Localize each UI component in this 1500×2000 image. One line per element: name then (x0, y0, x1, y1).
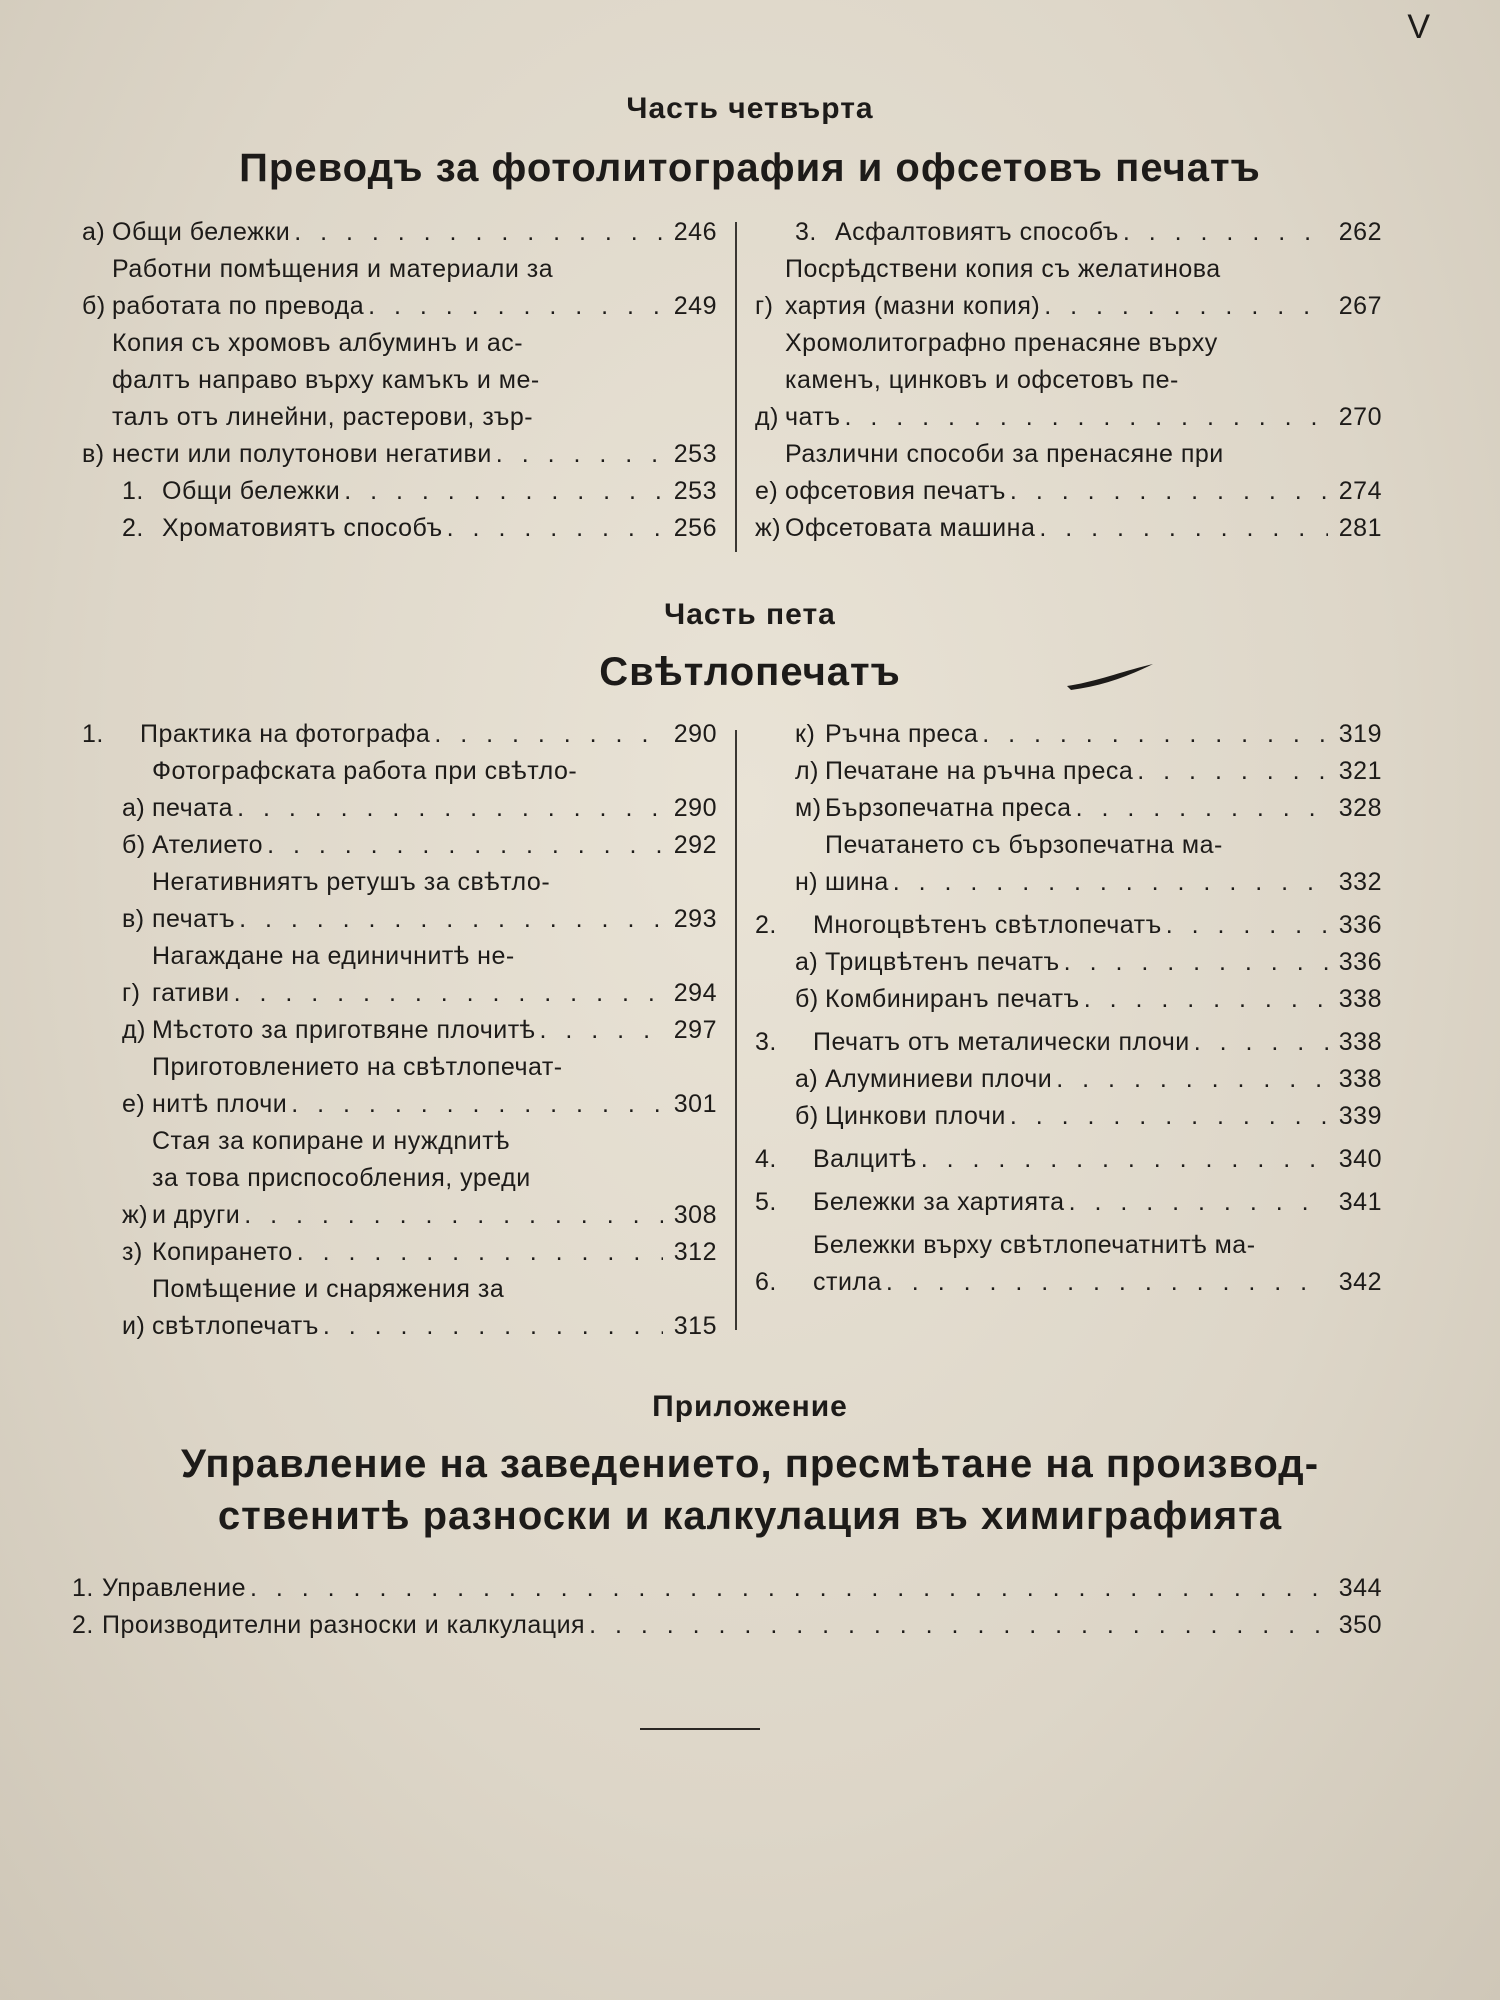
toc-entry-text: Производителни разноски и калкулация (102, 1611, 586, 1639)
toc-entry-text: Бързопечатна преса (825, 794, 1072, 822)
toc-entry-number: а) (795, 948, 819, 976)
part5-right-column (755, 716, 1382, 1301)
leader-dots (323, 1308, 663, 1345)
toc-entry (755, 1184, 1382, 1221)
leader-dots (237, 790, 663, 827)
toc-entry-text: Помѣщение и снаряжения за (152, 1275, 505, 1303)
toc-entry-number: 5. (755, 1188, 777, 1216)
toc-entry (755, 981, 1382, 1018)
leader-dots (234, 975, 663, 1012)
toc-entry (82, 753, 717, 827)
leader-dots (1039, 510, 1328, 547)
leader-dots (434, 716, 663, 753)
toc-entry (755, 1098, 1382, 1135)
toc-entry-number: 1. (72, 1574, 94, 1602)
toc-entry-number: г) (122, 979, 141, 1007)
toc-entry (755, 944, 1382, 981)
toc-entry-text: свѣтлопечатъ (152, 1312, 319, 1340)
toc-entry-number: ж) (755, 514, 782, 542)
toc-entry-page: 270 (1338, 403, 1382, 431)
toc-entry-text: нести или полутонови негативи (112, 440, 492, 468)
toc-entry (82, 1049, 717, 1123)
toc-entry-number: б) (122, 831, 146, 859)
toc-entry-text: хартия (мазни копия) (785, 292, 1041, 320)
toc-entry-number: б) (82, 292, 106, 320)
toc-entry (755, 214, 1382, 251)
toc-entry-page: 292 (673, 831, 717, 859)
toc-entry-page: 319 (1338, 720, 1382, 748)
toc-entry (755, 251, 1382, 325)
toc-entry-text: Управление (102, 1574, 246, 1602)
toc-entry-text: Алуминиеви плочи (825, 1065, 1053, 1093)
toc-entry-number: в) (82, 440, 105, 468)
toc-entry-text: Мѣстото за приготвяне плочитѣ (152, 1016, 536, 1044)
toc-entry-number: 1. (82, 720, 104, 748)
toc-entry-page: 328 (1338, 794, 1382, 822)
toc-entry-page: 315 (673, 1312, 717, 1340)
leader-dots (1064, 944, 1328, 981)
ink-flourish (1065, 662, 1155, 692)
toc-entry-text: стила (813, 1268, 882, 1296)
part5-left-column (82, 716, 717, 1345)
toc-entry-number: л) (795, 757, 819, 785)
toc-entry-text: Работни помѣщения и материали за (112, 255, 554, 283)
toc-entry-number: е) (755, 477, 779, 505)
toc-entry-page: 262 (1338, 218, 1382, 246)
part4-title: Преводъ за фотолитография и офсетовъ печатъ (239, 146, 1261, 190)
appendix-label: Приложение (652, 1390, 848, 1423)
toc-entry-text: Офсетовата машина (785, 514, 1036, 542)
toc-entry-text: чатъ (785, 403, 841, 431)
toc-entry-number: 1. (122, 477, 144, 505)
toc-entry (82, 1012, 717, 1049)
toc-entry-text: Приготовлението на свѣтлопечат- (152, 1053, 563, 1081)
toc-entry-page: 344 (1338, 1574, 1382, 1602)
toc-entry-page: 308 (673, 1201, 717, 1229)
toc-entry (82, 510, 717, 547)
toc-entry-number: 4. (755, 1145, 777, 1173)
leader-dots (496, 436, 663, 473)
leader-dots (344, 473, 663, 510)
toc-entry-text: Печатане на ръчна преса (825, 757, 1134, 785)
leader-dots (1166, 907, 1328, 944)
toc-entry-page: 321 (1338, 757, 1382, 785)
leader-dots (1194, 1024, 1328, 1061)
leader-dots (1069, 1184, 1328, 1221)
toc-entry (82, 214, 717, 251)
leader-dots (1084, 981, 1328, 1018)
leader-dots (267, 827, 663, 864)
leader-dots (1137, 753, 1328, 790)
toc-entry (755, 790, 1382, 827)
leader-dots (368, 288, 663, 325)
leader-dots (1010, 473, 1328, 510)
toc-entry-text: и други (152, 1201, 241, 1229)
toc-entry-text: Копирането (152, 1238, 293, 1266)
toc-entry-page: 246 (673, 218, 717, 246)
toc-entry-text: Валцитѣ (813, 1145, 917, 1173)
toc-entry (755, 1141, 1382, 1178)
toc-entry (755, 716, 1382, 753)
toc-entry-text: Нагаждане на единичнитѣ не- (152, 942, 515, 970)
part4-label: Часть четвърта (626, 92, 874, 125)
leader-dots (886, 1264, 1328, 1301)
toc-entry-text: Цинкови плочи (825, 1102, 1006, 1130)
toc-entry-number: н) (795, 868, 819, 896)
toc-entry-text: Стая за копиране и нуждnитѣ (152, 1127, 510, 1155)
toc-entry-page: 338 (1338, 1065, 1382, 1093)
toc-entry-text: Ателието (152, 831, 264, 859)
toc-entry-number: м) (795, 794, 822, 822)
toc-entry-text: Хроматовиятъ способъ (162, 514, 443, 542)
toc-entry-number: з) (122, 1238, 143, 1266)
leader-dots (893, 864, 1328, 901)
toc-entry-page: 294 (673, 979, 717, 1007)
toc-entry-text: Фотографската работа при свѣтло- (152, 757, 578, 785)
toc-entry-text: Асфалтовиятъ способъ (835, 218, 1119, 246)
toc-entry (82, 1234, 717, 1271)
toc-entry-page: 340 (1338, 1145, 1382, 1173)
toc-entry-number: б) (795, 1102, 819, 1130)
toc-entry (82, 827, 717, 864)
toc-entry-text: талъ отъ линейни, растерови, зър- (112, 403, 534, 431)
toc-entry-number: 3. (755, 1028, 777, 1056)
toc-entry (755, 436, 1382, 510)
toc-entry (82, 251, 717, 325)
toc-entry (755, 1227, 1382, 1301)
toc-entry-text: Общи бележки (112, 218, 291, 246)
toc-entry (755, 1024, 1382, 1061)
toc-entry-page: 338 (1338, 1028, 1382, 1056)
toc-entry-page: 336 (1338, 948, 1382, 976)
toc-entry-text: Хромолитографно пренасяне върху (785, 329, 1218, 357)
toc-entry-number: к) (795, 720, 816, 748)
toc-entry-number: д) (755, 403, 779, 431)
toc-entry-page: 338 (1338, 985, 1382, 1013)
toc-entry-text: Различни способи за пренасяне при (785, 440, 1224, 468)
leader-dots (297, 1234, 663, 1271)
page-number: V (1407, 8, 1430, 46)
toc-entry (755, 907, 1382, 944)
toc-entry-page: 256 (673, 514, 717, 542)
column-divider (735, 730, 737, 1330)
toc-entry-page: 342 (1338, 1268, 1382, 1296)
toc-entry-number: 2. (72, 1611, 94, 1639)
toc-entry-page: 332 (1338, 868, 1382, 896)
toc-entry-text: Бележки върху свѣтлопечатнитѣ ма- (813, 1231, 1256, 1259)
toc-entry-number: и) (122, 1312, 146, 1340)
leader-dots (1123, 214, 1328, 251)
toc-entry (72, 1570, 1382, 1607)
toc-entry-text: гативи (152, 979, 230, 1007)
toc-entry-number: 6. (755, 1268, 777, 1296)
toc-entry-text: Многоцвѣтенъ свѣтлопечатъ (813, 911, 1162, 939)
appendix-title-line1: Управление на заведението, пресмѣтане на производ- (180, 1442, 1320, 1486)
toc-entry-page: 301 (673, 1090, 717, 1118)
toc-entry (755, 827, 1382, 901)
toc-entry-page: 312 (673, 1238, 717, 1266)
closing-rule (640, 1728, 760, 1730)
toc-entry-text: печата (152, 794, 234, 822)
leader-dots (589, 1607, 1328, 1644)
column-divider (735, 222, 737, 552)
toc-entry (82, 716, 717, 753)
toc-entry-page: 350 (1338, 1611, 1382, 1639)
leader-dots (250, 1570, 1328, 1607)
toc-entry (82, 1123, 717, 1234)
toc-entry-text: Ръчна преса (825, 720, 979, 748)
toc-entry-page: 339 (1338, 1102, 1382, 1130)
toc-entry-text: Практика на фотографа (140, 720, 431, 748)
leader-dots (921, 1141, 1328, 1178)
toc-entry-text: Посрѣдствени копия съ желатинова (785, 255, 1221, 283)
toc-entry-text: Печатането съ бързопечатна ма- (825, 831, 1223, 859)
part4-right-column (755, 214, 1382, 547)
leader-dots (982, 716, 1328, 753)
part5-title: Свѣтлопечатъ (599, 650, 901, 694)
toc-entry-page: 267 (1338, 292, 1382, 320)
toc-entry (755, 325, 1382, 436)
toc-entry-text: за това приспособления, уреди (152, 1164, 531, 1192)
leader-dots (1076, 790, 1328, 827)
toc-entry (755, 510, 1382, 547)
toc-entry-number: 2. (122, 514, 144, 542)
leader-dots (540, 1012, 664, 1049)
toc-entry (72, 1607, 1382, 1644)
toc-entry-page: 341 (1338, 1188, 1382, 1216)
toc-entry-number: а) (82, 218, 106, 246)
toc-entry-number: 2. (755, 911, 777, 939)
toc-entry-text: нитѣ плочи (152, 1090, 288, 1118)
toc-entry-text: Печатъ отъ металически плочи (813, 1028, 1190, 1056)
toc-entry-number: б) (795, 985, 819, 1013)
toc-entry-number: д) (122, 1016, 146, 1044)
part4-left-column (82, 214, 717, 547)
toc-entry-text: шина (825, 868, 889, 896)
leader-dots (1010, 1098, 1328, 1135)
toc-entry-text: Копия съ хромовъ албуминъ и ас- (112, 329, 524, 357)
toc-entry (82, 864, 717, 938)
toc-entry-text: работата по превода (112, 292, 365, 320)
toc-entry-page: 249 (673, 292, 717, 320)
leader-dots (291, 1086, 663, 1123)
toc-entry-number: а) (122, 794, 146, 822)
toc-entry (82, 325, 717, 473)
leader-dots (1056, 1061, 1328, 1098)
appendix-list (72, 1570, 1382, 1644)
toc-entry-number: е) (122, 1090, 146, 1118)
leader-dots (239, 901, 663, 938)
leader-dots (294, 214, 663, 251)
toc-entry-page: 290 (673, 720, 717, 748)
toc-entry-page: 253 (673, 440, 717, 468)
leader-dots (447, 510, 663, 547)
toc-entry-text: офсетовия печатъ (785, 477, 1006, 505)
part5-label: Часть пета (664, 598, 836, 631)
leader-dots (244, 1197, 663, 1234)
toc-entry-number: ж) (122, 1201, 149, 1229)
toc-entry-page: 297 (673, 1016, 717, 1044)
toc-entry (82, 938, 717, 1012)
toc-entry (82, 1271, 717, 1345)
toc-entry (755, 1061, 1382, 1098)
toc-entry-text: Негативниятъ ретушъ за свѣтло- (152, 868, 551, 896)
toc-entry-page: 253 (673, 477, 717, 505)
toc-entry-page: 290 (673, 794, 717, 822)
toc-entry-text: Общи бележки (162, 477, 341, 505)
leader-dots (1044, 288, 1328, 325)
leader-dots (844, 399, 1328, 436)
toc-entry-page: 281 (1338, 514, 1382, 542)
toc-entry-text: Бележки за хартията (813, 1188, 1065, 1216)
toc-entry-text: каменъ, цинковъ и офсетовъ пе- (785, 366, 1179, 394)
toc-entry-text: Комбиниранъ печатъ (825, 985, 1080, 1013)
toc-entry (82, 473, 717, 510)
toc-entry-text: Трицвѣтенъ печатъ (825, 948, 1060, 976)
toc-entry-number: в) (122, 905, 145, 933)
toc-entry-text: печатъ (152, 905, 236, 933)
toc-entry-number: а) (795, 1065, 819, 1093)
toc-entry-page: 274 (1338, 477, 1382, 505)
appendix-title-line2: ственитѣ разноски и калкулация въ химиграфията (217, 1494, 1283, 1538)
toc-entry-number: 3. (795, 218, 817, 246)
toc-entry-page: 293 (673, 905, 717, 933)
toc-entry (755, 753, 1382, 790)
toc-entry-page: 336 (1338, 911, 1382, 939)
toc-entry-number: г) (755, 292, 774, 320)
toc-entry-text: фалтъ направо върху камъкъ и ме- (112, 366, 540, 394)
